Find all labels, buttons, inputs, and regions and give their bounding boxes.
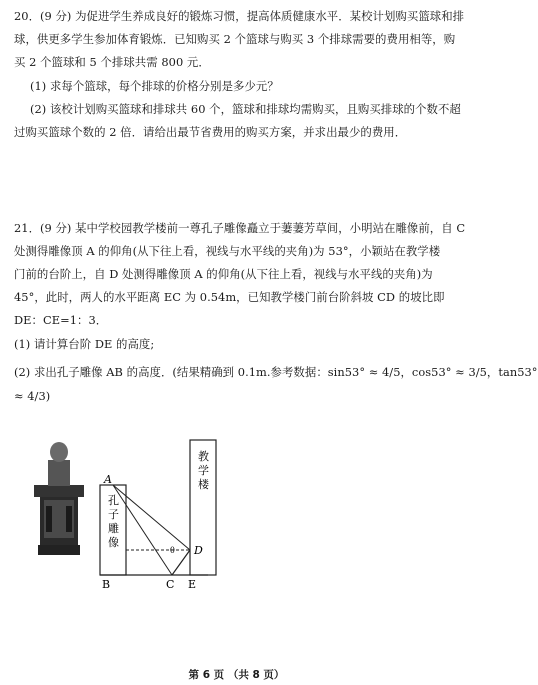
- q21-line-3: 门前的台阶上，自 D 处测得雕像顶 A 的仰角(从下往上看，视线与水平线的夹角)为: [14, 267, 433, 281]
- q21-line-1: 21．(9 分) 某中学校园教学楼前一尊孔子雕像矗立于萋萋芳草间，小明站在雕像前，自 C: [14, 221, 466, 235]
- label-d: D: [194, 544, 203, 557]
- q20-line-3: 买 2 个篮球和 5 个排球共需 800 元．: [14, 55, 210, 69]
- building-char-2: 学: [198, 464, 209, 477]
- sight-line-ad: [113, 485, 190, 550]
- label-e: E: [188, 578, 197, 591]
- page-footer: 第 6 页 （共 8 页）: [188, 669, 285, 681]
- label-b: B: [102, 578, 111, 591]
- q21-line-2: 处测得雕像顶 A 的仰角(从下往上看，视线与水平线的夹角)为 53°，小颖站在教学楼: [14, 244, 441, 258]
- angle-mark: θ: [170, 546, 175, 555]
- statue-char-2: 子: [108, 508, 119, 521]
- q20-part-1: (1) 求每个篮球，每个排球的价格分别是多少元？: [30, 79, 279, 93]
- q21-line-5: DE：CE=1：3．: [14, 313, 108, 327]
- q20-part-2b: 过购买篮球个数的 2 倍．请给出最节省费用的购买方案，并求出最少的费用．: [14, 125, 407, 139]
- statue-photo: [34, 442, 84, 555]
- statue-text: [108, 493, 123, 549]
- q20-line-2: 球，供更多学生参加体育锻炼．已知购买 2 个篮球与购买 3 个排球需要的费用相等，购: [14, 32, 456, 46]
- q21-part-2: (2) 求出孔子雕像 AB 的高度．(结果精确到 0.1m.参考数据：sin53° ≈ 4/5，cos53° ≈ 3/5，tan53°: [14, 365, 538, 379]
- q20-part-2a: (2) 该校计划购买篮球和排球共 60 个，篮球和排球均需购买，且购买排球的个数不超: [30, 102, 461, 116]
- label-c: C: [166, 578, 175, 591]
- label-a: A: [104, 473, 112, 486]
- q21-part-2b: ≈ 4/3): [14, 389, 51, 403]
- figure-diagram: [20, 420, 260, 590]
- building-text: [198, 449, 213, 491]
- statue-char-4: 像: [108, 536, 119, 549]
- statue-char-1: 孔: [108, 494, 119, 507]
- building-char-1: 教: [198, 450, 209, 463]
- building-char-3: 楼: [198, 478, 209, 491]
- q20-line-1: 20．(9 分) 为促进学生养成良好的锻炼习惯，提高体质健康水平．某校计划购买篮球和排: [14, 9, 465, 23]
- q21-part-1: (1) 请计算台阶 DE 的高度;: [14, 337, 155, 351]
- q21-line-4: 45°，此时，两人的水平距离 EC 为 0.54m，已知教学楼门前台阶斜坡 CD 的坡比即: [14, 290, 445, 304]
- statue-char-3: 雕: [108, 522, 119, 535]
